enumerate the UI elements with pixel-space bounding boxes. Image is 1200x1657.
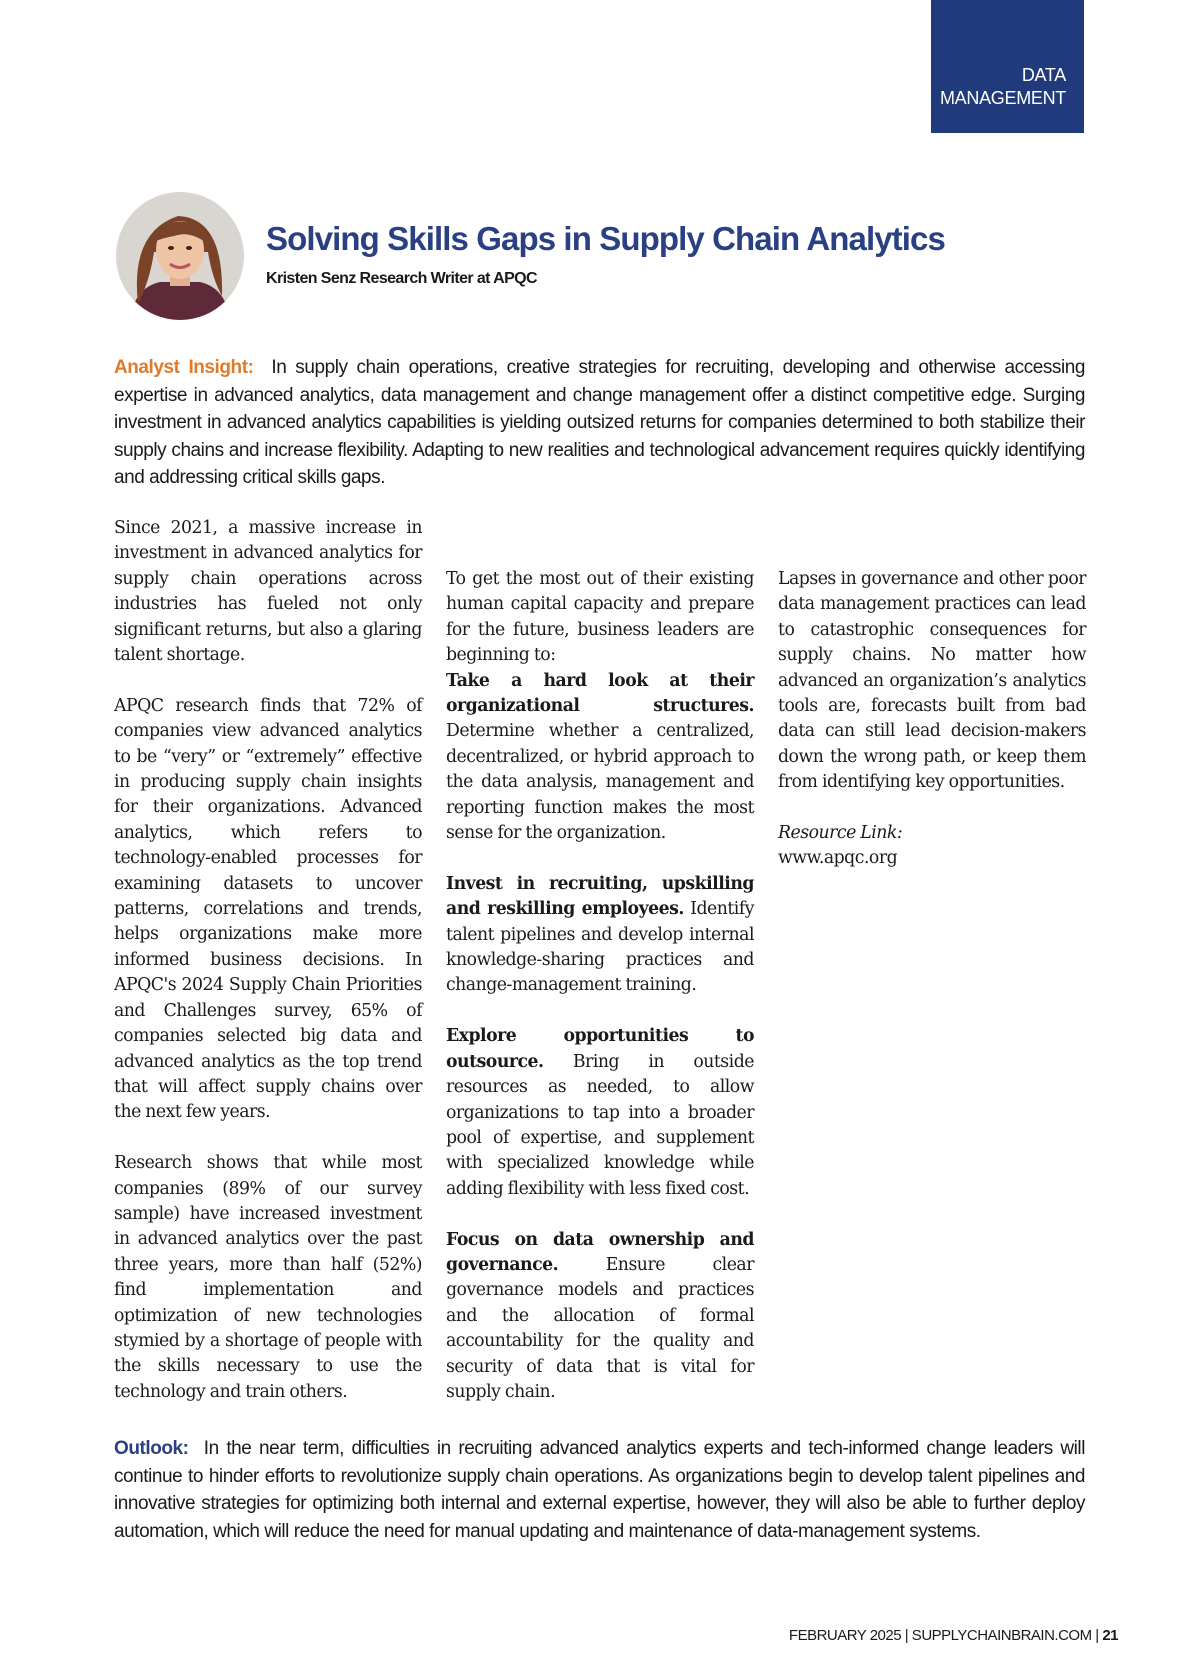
footer-issue: FEBRUARY 2025 | SUPPLYCHAINBRAIN.COM | [788,1627,1103,1644]
analyst-insight-label: Analyst Insight: [114,357,254,378]
page-number: 21 [1102,1627,1118,1644]
strategy-item [446,669,754,847]
page-footer [789,1627,1118,1644]
strategy-text: Identify talent pipelines and develop internal knowledge-sharing practices and change-management training. [446,899,754,996]
analyst-insight [114,354,1085,492]
body-paragraph: To get the most out of their existing human capital capacity and prepare for the future, business leaders are beginning to: [446,569,754,666]
body-paragraph: Since 2021, a massive increase in investment in advanced analytics for supply chain operations across industries has fueled not only significant returns, but also a glaring talent shortage. [114,518,422,666]
section-tag-line-1: DATA [1021,65,1066,85]
section-tag [931,0,1084,133]
strategy-heading: Explore opportunities to outsource. [446,1026,754,1072]
strategy-heading: Invest in recruiting, upskilling and reskilling employees. [446,873,754,920]
strategy-heading: Take a hard look at their organizational structures. [446,670,754,717]
author-byline: Kristen Senz Research Writer at APQC [266,270,537,287]
strategy-text: Ensure clear governance models and practices and the allocation of formal accountability for the quality and security of data that is vital for supply chain. [446,1254,754,1402]
strategy-item [446,1024,754,1202]
article-title: Solving Skills Gaps in Supply Chain Analytics [266,220,945,257]
author-photo-icon [116,192,244,320]
resource-label [778,821,1086,846]
analyst-insight-text: In supply chain operations, creative strategies for recruiting, developing and otherwise accessing expertise in advanced analytics, data management and change management offer a distinct competitive edge. Surging investment in advanced analytics capabilities is yielding outsized returns for companies determined to both stabilize their supply chains and increase flexibility. Adapting to new realities and technological advancement requires quickly identifying and addressing critical skills gaps. [114,357,1085,488]
body-column-2-content [446,567,754,1431]
strategy-heading: Focus on data ownership and governance. [446,1229,754,1275]
outlook-text: In the near term, difficulties in recruiting advanced analytics experts and tech-informed change leaders will continue to hinder efforts to revolutionize supply chain operations. As organizations begin to develop talent pipelines and innovative strategies for optimizing both internal and external expertise, however, they will also be able to further deploy automation, which will reduce the need for manual updating and maintenance of data-management systems. [114,1438,1085,1542]
resource-label-text: Resource Link: [778,823,903,844]
body-paragraph: APQC research finds that 72% of companies view advanced analytics to be “very” or “extremely” effective in producing supply chain insights for their organizations. Advanced analytics, which refers to technology-enabled processes for examining datasets to uncover patterns, correlations and trends, helps organizations make more informed business decisions. In APQC's 2024 Supply Chain Priorities and Challenges survey, 65% of companies selected big data and advanced analytics as the top trend that will affect supply chains over the next few years. [114,695,422,1123]
body-column-3 [778,567,1086,872]
resource-link[interactable]: www.apqc.org [778,848,898,869]
outlook-label: Outlook: [114,1438,189,1459]
strategy-item [446,872,754,999]
strategy-item [446,1228,754,1406]
body-column-1 [114,516,422,1431]
body-column-2 [446,541,754,566]
strategy-text: Determine whether a centralized, decentralized, or hybrid approach to the data analysis, management and reporting function makes the most sense for the organization. [446,721,754,844]
section-tag-line-2: MANAGEMENT [939,88,1066,108]
body-paragraph: Lapses in governance and other poor data management practices can lead to catastrophic consequences for supply chains. No matter how advanced an organization’s analytics tools are, forecasts built from bad data can still lead decision-makers down the wrong path, or keep them from identifying key opportunities. [778,569,1086,793]
author-photo [116,192,244,320]
outlook [114,1435,1085,1545]
strategy-text: Bring in outside resources as needed, to allow organizations to tap into a broader pool of expertise, and supplement with specialized knowledge while adding flexibility with less fixed cost. [446,1051,754,1199]
body-paragraph: Research shows that while most companies (89% of our survey sample) have increased investment in advanced analytics over the past three years, more than half (52%) find implementation and optimization of new technologies stymied by a shortage of people with the skills necessary to use the technology and train others. [114,1153,422,1402]
